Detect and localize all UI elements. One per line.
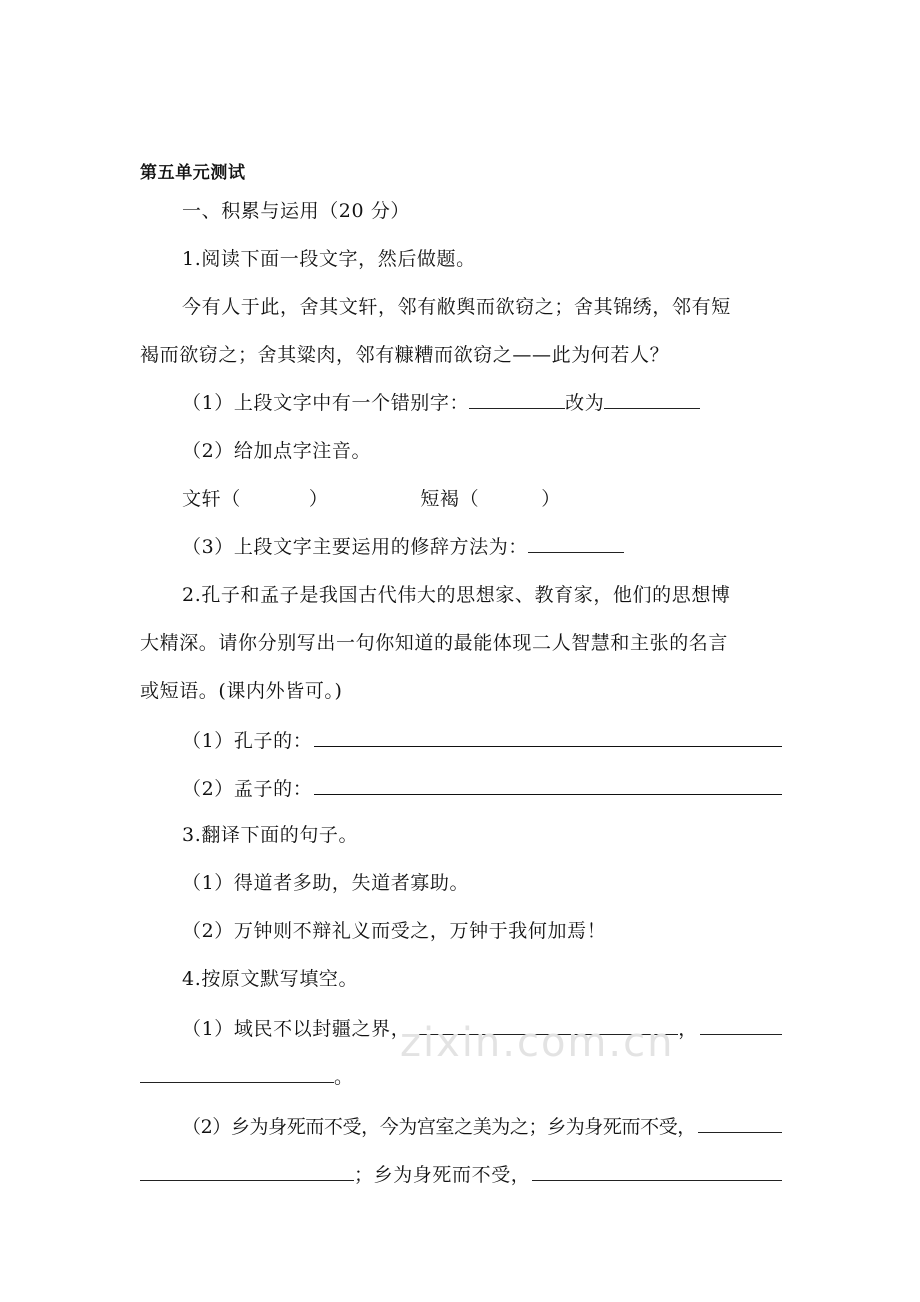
fill-blank-4-2-c[interactable] <box>532 1162 782 1181</box>
mencius-row <box>182 776 782 802</box>
question-2-line-1: 2.孔子和孟子是我国古代伟大的思想家、教育家，他们的思想博 <box>182 584 731 606</box>
confucius-label: （1）孔子的： <box>182 730 313 752</box>
period: 。 <box>334 1066 354 1088</box>
comma: ， <box>678 1018 698 1040</box>
question-4-sub-2-cont <box>140 1162 782 1188</box>
confucius-row <box>182 728 782 754</box>
sub-1-text: （1）上段文字中有一个错别字： <box>182 392 470 414</box>
sub-4-1-text: （1）域民不以封疆之界， <box>182 1018 411 1040</box>
word-wenxuan: 文轩（ <box>182 488 241 510</box>
sub-1-change-to: 改为 <box>565 392 605 414</box>
mencius-label: （2）孟子的： <box>182 778 313 800</box>
passage-line-1: 今有人于此，舍其文轩，邻有敝舆而欲窃之；舍其锦绣，邻有短 <box>182 296 731 318</box>
page-title: 第五单元测试 <box>140 163 246 183</box>
confucius-answer-line[interactable] <box>314 728 782 747</box>
question-2-line-2: 大精深。请你分别写出一句你知道的最能体现二人智慧和主张的名言 <box>140 632 729 654</box>
word-duanhe: 短褐（ <box>420 488 480 510</box>
question-1-prompt: 1.阅读下面一段文字，然后做题。 <box>182 248 476 270</box>
section-heading: 一、积累与运用（20 分） <box>182 200 411 222</box>
question-4-sub-1-cont <box>140 1064 782 1090</box>
sub-4-2-mid: ；乡为身死而不受， <box>354 1164 531 1186</box>
question-4-sub-1 <box>182 1016 782 1042</box>
fill-blank-4-2-a[interactable] <box>698 1114 782 1133</box>
pinyin-row <box>182 486 782 512</box>
question-4-prompt: 4.按原文默写填空。 <box>182 968 359 990</box>
fill-blank-4-1-b[interactable] <box>700 1016 782 1035</box>
paren-close-1: ） <box>308 488 329 510</box>
sub-4-2-text: （2）乡为身死而不受，今为宫室之美为之；乡为身死而不受， <box>182 1116 696 1138</box>
mencius-answer-line[interactable] <box>314 776 782 795</box>
question-1-sub-2: （2）给加点字注音。 <box>182 440 372 462</box>
question-3-prompt: 3.翻译下面的句子。 <box>182 824 359 846</box>
question-3-sub-2: （2）万钟则不辩礼义而受之，万钟于我何加焉！ <box>182 920 607 942</box>
question-4-sub-2 <box>182 1114 782 1140</box>
sub-3-text: （3）上段文字主要运用的修辞方法为： <box>182 536 528 558</box>
correct-char-blank[interactable] <box>604 390 700 409</box>
fill-blank-4-1-a[interactable] <box>410 1016 678 1035</box>
passage-line-2: 褐而欲窃之；舍其粱肉，邻有糠糟而欲窃之——此为何若人？ <box>140 344 670 366</box>
fill-blank-4-2-b[interactable] <box>140 1162 354 1181</box>
wrong-char-blank[interactable] <box>469 390 565 409</box>
question-1-sub-1 <box>182 390 782 416</box>
paren-close-2: ） <box>541 488 561 510</box>
question-1-sub-3 <box>182 534 782 560</box>
question-3-sub-1: （1）得道者多助，失道者寡助。 <box>182 872 470 894</box>
watermark: zixin.com.cn <box>400 1020 675 1066</box>
fill-blank-4-1-c[interactable] <box>140 1064 334 1083</box>
question-2-line-3: 或短语。(课内外皆可。) <box>140 680 343 702</box>
rhetoric-blank[interactable] <box>528 534 624 553</box>
